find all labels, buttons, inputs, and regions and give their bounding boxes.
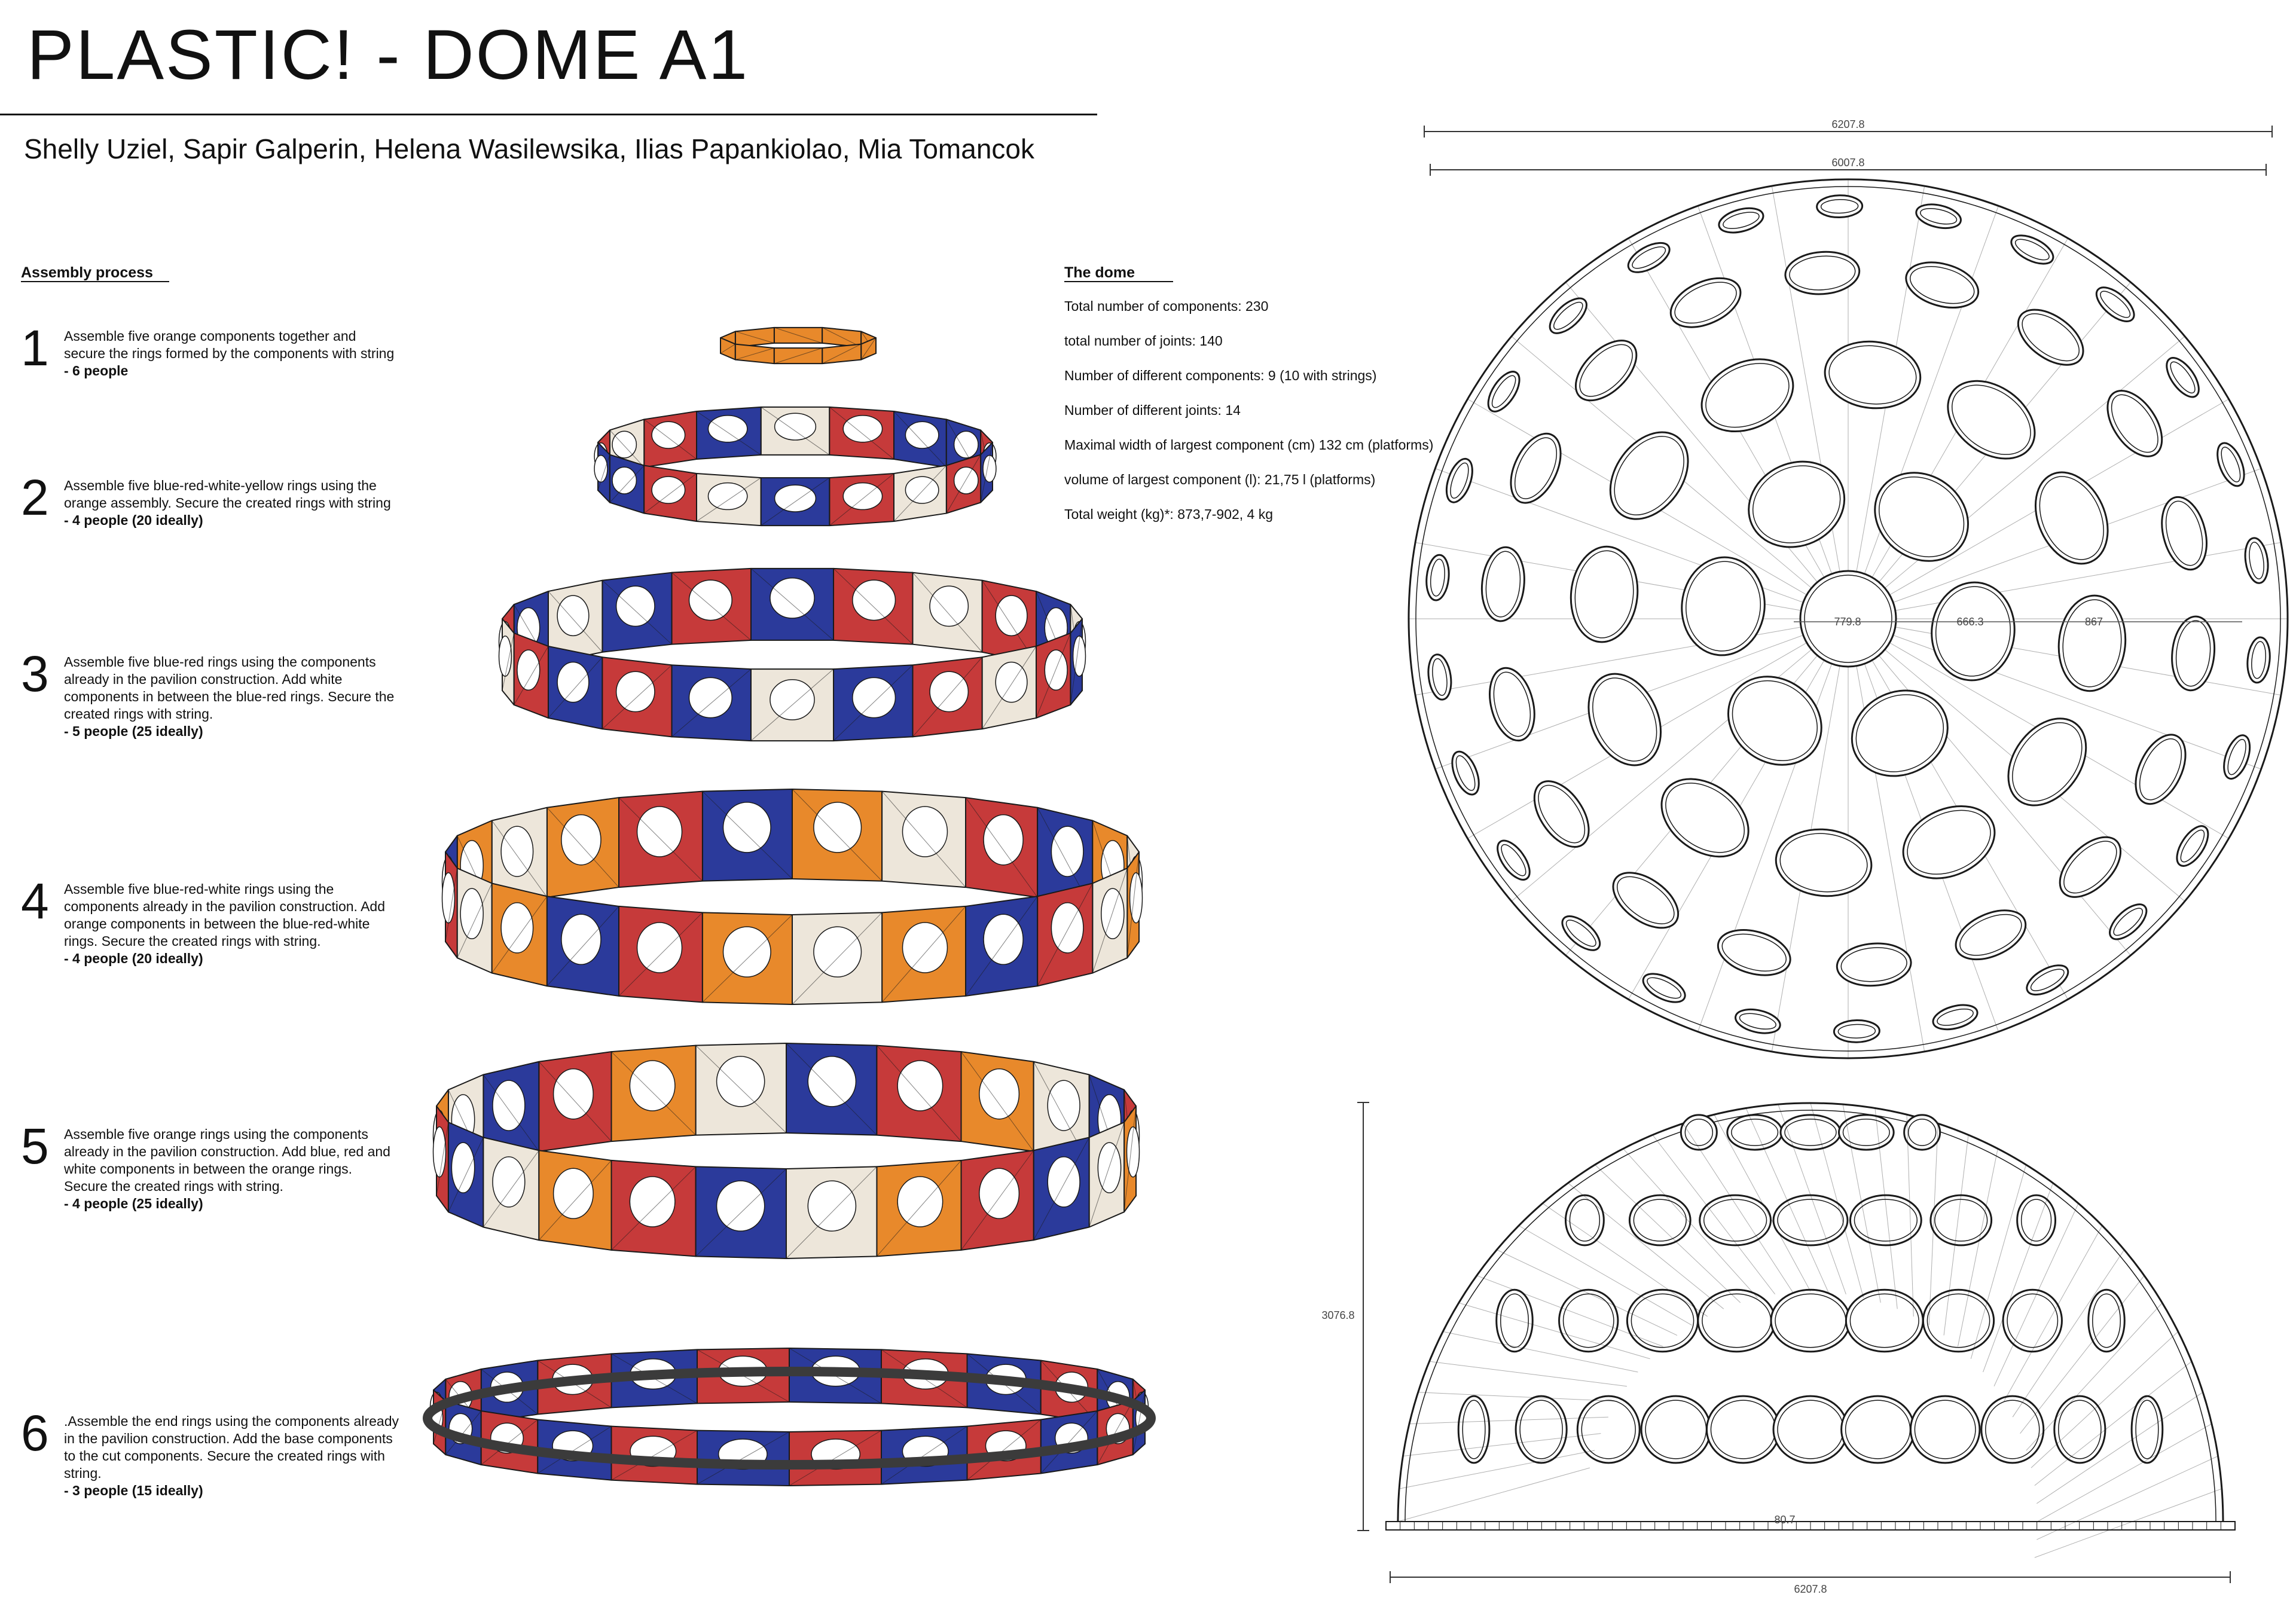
component-opening [843, 416, 882, 442]
component-opening [460, 888, 483, 939]
component-opening [814, 927, 862, 977]
plan-opening [1442, 456, 1477, 506]
component-opening [1051, 826, 1083, 876]
step-description [64, 1126, 399, 1212]
plan-dim-outer-label: 6207.8 [1831, 118, 1865, 130]
component-opening [897, 1177, 942, 1227]
elevation-dim-base: 80.7 [1774, 1514, 1796, 1526]
plan-opening [1491, 835, 1535, 885]
component-opening [1048, 1157, 1080, 1207]
component-opening [594, 456, 607, 482]
elevation-opening [2017, 1195, 2056, 1245]
elevation-net-line [1683, 1123, 1793, 1292]
dome-fact: Number of different components: 9 (10 with strings) [1064, 368, 1377, 383]
component-opening [612, 467, 636, 494]
component-opening [501, 826, 533, 876]
step-people: - 6 people [64, 363, 129, 378]
dome-fact: Number of different joints: 14 [1064, 402, 1241, 418]
plan-opening [1425, 653, 1454, 701]
plan-opening [2243, 536, 2271, 584]
elevation-opening [1641, 1396, 1711, 1463]
plan-opening [1447, 748, 1485, 798]
plan-opening [1733, 1006, 1782, 1037]
component-opening [561, 914, 601, 964]
component-opening [1101, 888, 1124, 939]
dome-fact: total number of joints: 140 [1064, 333, 1223, 349]
plan-opening [1948, 900, 2033, 969]
component-opening [493, 1157, 525, 1207]
component-opening [902, 923, 947, 973]
elevation-opening [2089, 1290, 2124, 1351]
plan-opening [1663, 268, 1748, 337]
plan-opening [2212, 439, 2250, 490]
plan-opening [1931, 1001, 1980, 1034]
plan-opening [1677, 554, 1769, 659]
elevation-width-dimension [1390, 1571, 2230, 1595]
assembly-heading: Assembly process [21, 264, 153, 281]
component-opening [979, 1168, 1019, 1218]
plan-opening [2126, 727, 2196, 812]
component-opening [954, 467, 978, 494]
component-opening [853, 677, 896, 717]
component-opening [612, 431, 636, 458]
plan-opening [2155, 492, 2214, 574]
dome-fact: Total number of components: 230 [1064, 298, 1269, 314]
component-opening [905, 421, 938, 448]
component-opening [501, 903, 533, 953]
plan-opening [1914, 200, 1963, 232]
step-number: 6 [21, 1405, 49, 1461]
circle-dim-2: 666.3 [1956, 616, 1984, 628]
plan-opening [1544, 292, 1592, 340]
plan-opening [1713, 923, 1796, 983]
dome-heading: The dome [1064, 264, 1135, 281]
component-opening [905, 476, 938, 503]
plan-opening [1482, 366, 1526, 417]
component-opening [554, 1168, 594, 1218]
step-people: - 4 people (20 ideally) [64, 512, 203, 528]
plan-dimension-inner [1430, 157, 2266, 176]
step-people: - 4 people (20 ideally) [64, 951, 203, 966]
plan-opening [2219, 732, 2255, 782]
elevation-net-line [1430, 1361, 1627, 1386]
component-opening [717, 1181, 765, 1231]
elevation-opening [1771, 1290, 1850, 1351]
step-text: Assemble five orange rings using the components already in the pavilion construction. Add blue, red and white components in between the orange rings. Secure the created rings with string. [64, 1126, 390, 1194]
component-opening [996, 595, 1027, 636]
component-opening [984, 815, 1023, 865]
plan-opening [1834, 1020, 1880, 1043]
plan-opening [1603, 862, 1688, 939]
step-number: 4 [21, 873, 49, 929]
component-opening [996, 662, 1027, 702]
elevation-opening [1627, 1290, 1697, 1351]
elevation-opening [1700, 1195, 1771, 1245]
elevation-opening [1681, 1115, 1717, 1150]
component-opening [557, 595, 589, 636]
component-opening [652, 421, 685, 448]
step-description [64, 1413, 399, 1499]
component-opening [770, 680, 814, 720]
elevation-opening [1773, 1195, 1848, 1245]
component-opening [493, 1080, 525, 1131]
plan-opening [1816, 195, 1863, 218]
component-opening [723, 927, 771, 977]
step-text: Assemble five orange components together and secure the rings formed by the components with string [64, 328, 395, 361]
dome-elevation-view [1309, 1076, 2296, 1602]
component-opening [717, 1056, 765, 1107]
component-opening [775, 413, 816, 440]
step-text: Assemble five blue-red rings using the components already in the pavilion construction. Add white components in between the blue-red rings. Secure the created rings with string. [64, 654, 395, 722]
component-opening [853, 580, 896, 620]
elevation-net-line [1399, 1450, 1595, 1489]
assembly-ring-2 [594, 407, 996, 526]
elevation-opening [1981, 1396, 2044, 1463]
component-opening [557, 662, 589, 702]
elevation-opening [1839, 1115, 1894, 1150]
component-opening [637, 923, 682, 973]
component-opening [689, 677, 732, 717]
elevation-height-dimension [1321, 1102, 1369, 1531]
component-opening [708, 416, 747, 442]
elevation-opening [2003, 1290, 2062, 1351]
dome-fact: volume of largest component (l): 21,75 l (platforms) [1064, 472, 1376, 487]
plan-opening [1501, 426, 1571, 511]
component-opening [1051, 903, 1083, 953]
dome-plan-view [1399, 114, 2296, 1070]
elevation-opening [1727, 1115, 1782, 1150]
step-description [64, 328, 399, 380]
plan-opening [1647, 763, 1763, 872]
elevation-dome-geometry [1386, 1103, 2235, 1557]
component-opening [1098, 1143, 1120, 1193]
component-opening [808, 1056, 856, 1107]
step-text: Assemble five blue-red-white rings using the components already in the pavilion construction. Add orange components in between the blue-red-white rings. Secure the created rings with string. [64, 881, 385, 949]
step-description [64, 477, 399, 529]
step-text: Assemble five blue-red-white-yellow rings using the orange assembly. Secure the created rings with string [64, 478, 391, 511]
plan-circle-dimensions [1794, 616, 2242, 628]
plan-opening [2160, 353, 2205, 402]
elevation-opening [1842, 1396, 1915, 1463]
elevation-opening [1931, 1195, 1992, 1245]
component-opening [1048, 1080, 1080, 1131]
elevation-opening [1781, 1115, 1840, 1150]
plan-opening [2104, 899, 2152, 946]
elevation-opening [1577, 1396, 1639, 1463]
plan-opening [2008, 298, 2093, 375]
elevation-dim-width: 6207.8 [1794, 1583, 1827, 1595]
component-opening [984, 914, 1023, 964]
elevation-opening [1773, 1396, 1848, 1463]
plan-opening [2245, 636, 2271, 683]
step-text: .Assemble the end rings using the components already in the pavilion construction. Add the base components to the cut components. Secure the created rings with string. [64, 1413, 399, 1481]
elevation-opening [1629, 1195, 1690, 1245]
component-opening [652, 476, 685, 503]
component-opening [902, 807, 947, 857]
step-people: - 3 people (15 ideally) [64, 1483, 203, 1498]
plan-opening [1565, 329, 1647, 411]
plan-opening [1822, 337, 1923, 413]
elevation-opening [1497, 1290, 1532, 1351]
plan-opening [1858, 455, 1986, 579]
author-list: Shelly Uziel, Sapir Galperin, Helena Wasilewsika, Ilias Papankiolao, Mia Tomancok [24, 133, 1034, 164]
step-number: 1 [21, 320, 49, 376]
plan-opening [1992, 704, 2102, 820]
dome-fact: Maximal width of largest component (cm) 132 cm (platforms) [1064, 437, 1434, 453]
component-opening [708, 483, 747, 510]
plan-dim-inner-label: 6007.8 [1831, 157, 1865, 169]
elevation-opening [1846, 1290, 1923, 1351]
plan-opening [1639, 968, 1689, 1008]
component-opening [930, 671, 968, 711]
component-opening [983, 456, 996, 482]
component-opening [517, 650, 540, 690]
component-opening [930, 586, 968, 626]
component-opening [630, 1177, 674, 1227]
assembly-ring-5 [433, 1043, 1140, 1258]
step-people: - 4 people (25 ideally) [64, 1196, 203, 1211]
step-description [64, 881, 399, 967]
plan-opening [2171, 821, 2215, 871]
elevation-net-line [1418, 1392, 1617, 1401]
component-opening [554, 1069, 594, 1119]
circle-dim-3: 867 [2084, 616, 2103, 628]
component-opening [808, 1181, 856, 1231]
elevation-opening [1516, 1396, 1567, 1463]
component-opening [954, 431, 978, 458]
component-opening [979, 1069, 1019, 1119]
step-number: 3 [21, 646, 49, 702]
plan-opening [1594, 417, 1703, 534]
component-opening [616, 586, 655, 626]
step-number: 2 [21, 469, 49, 526]
circle-dim-1: 779.8 [1834, 616, 1861, 628]
plan-opening [1773, 825, 1874, 900]
step-number: 5 [21, 1118, 49, 1174]
component-opening [897, 1061, 942, 1111]
step-people: - 5 people (25 ideally) [64, 723, 203, 739]
component-opening [616, 671, 655, 711]
elevation-net-line [1403, 1434, 1601, 1456]
plan-opening [1716, 204, 1766, 237]
component-opening [843, 483, 882, 510]
plan-opening [1901, 255, 1983, 315]
elevation-opening [1565, 1195, 1604, 1245]
plan-opening [1424, 554, 1451, 601]
component-opening [689, 580, 732, 620]
component-opening [775, 485, 816, 512]
assembly-ring-4 [442, 789, 1143, 1004]
component-opening [637, 807, 682, 857]
component-opening [723, 802, 771, 853]
assembly-ring-6 [428, 1348, 1151, 1486]
plan-opening [1483, 663, 1542, 745]
component-opening [561, 815, 601, 865]
plan-opening [2049, 826, 2132, 908]
component-opening [630, 1061, 674, 1111]
component-opening [451, 1143, 474, 1193]
plan-opening [2007, 230, 2057, 270]
plan-opening [1927, 578, 2019, 684]
elevation-net-line [1398, 1468, 1590, 1522]
elevation-opening [1559, 1290, 1618, 1351]
dome-fact: Total weight (kg)*: 873,7-902, 4 kg [1064, 506, 1274, 522]
plan-dimension-outer [1424, 118, 2272, 138]
step-description [64, 653, 399, 740]
assembly-ring-1 [720, 328, 876, 364]
plan-opening [1567, 543, 1642, 645]
elevation-opening [1706, 1396, 1779, 1463]
page-title: PLASTIC! - DOME A1 [27, 16, 750, 94]
elevation-opening [1910, 1396, 1980, 1463]
plan-opening [1711, 658, 1839, 783]
elevation-dim-height: 3076.8 [1321, 1309, 1355, 1321]
component-opening [770, 578, 814, 618]
plan-opening [2054, 592, 2130, 694]
component-opening [1045, 650, 1067, 690]
component-opening [814, 802, 862, 853]
elevation-opening [1904, 1115, 1940, 1150]
assembly-ring-3 [499, 569, 1086, 741]
plan-opening [1933, 365, 2050, 474]
